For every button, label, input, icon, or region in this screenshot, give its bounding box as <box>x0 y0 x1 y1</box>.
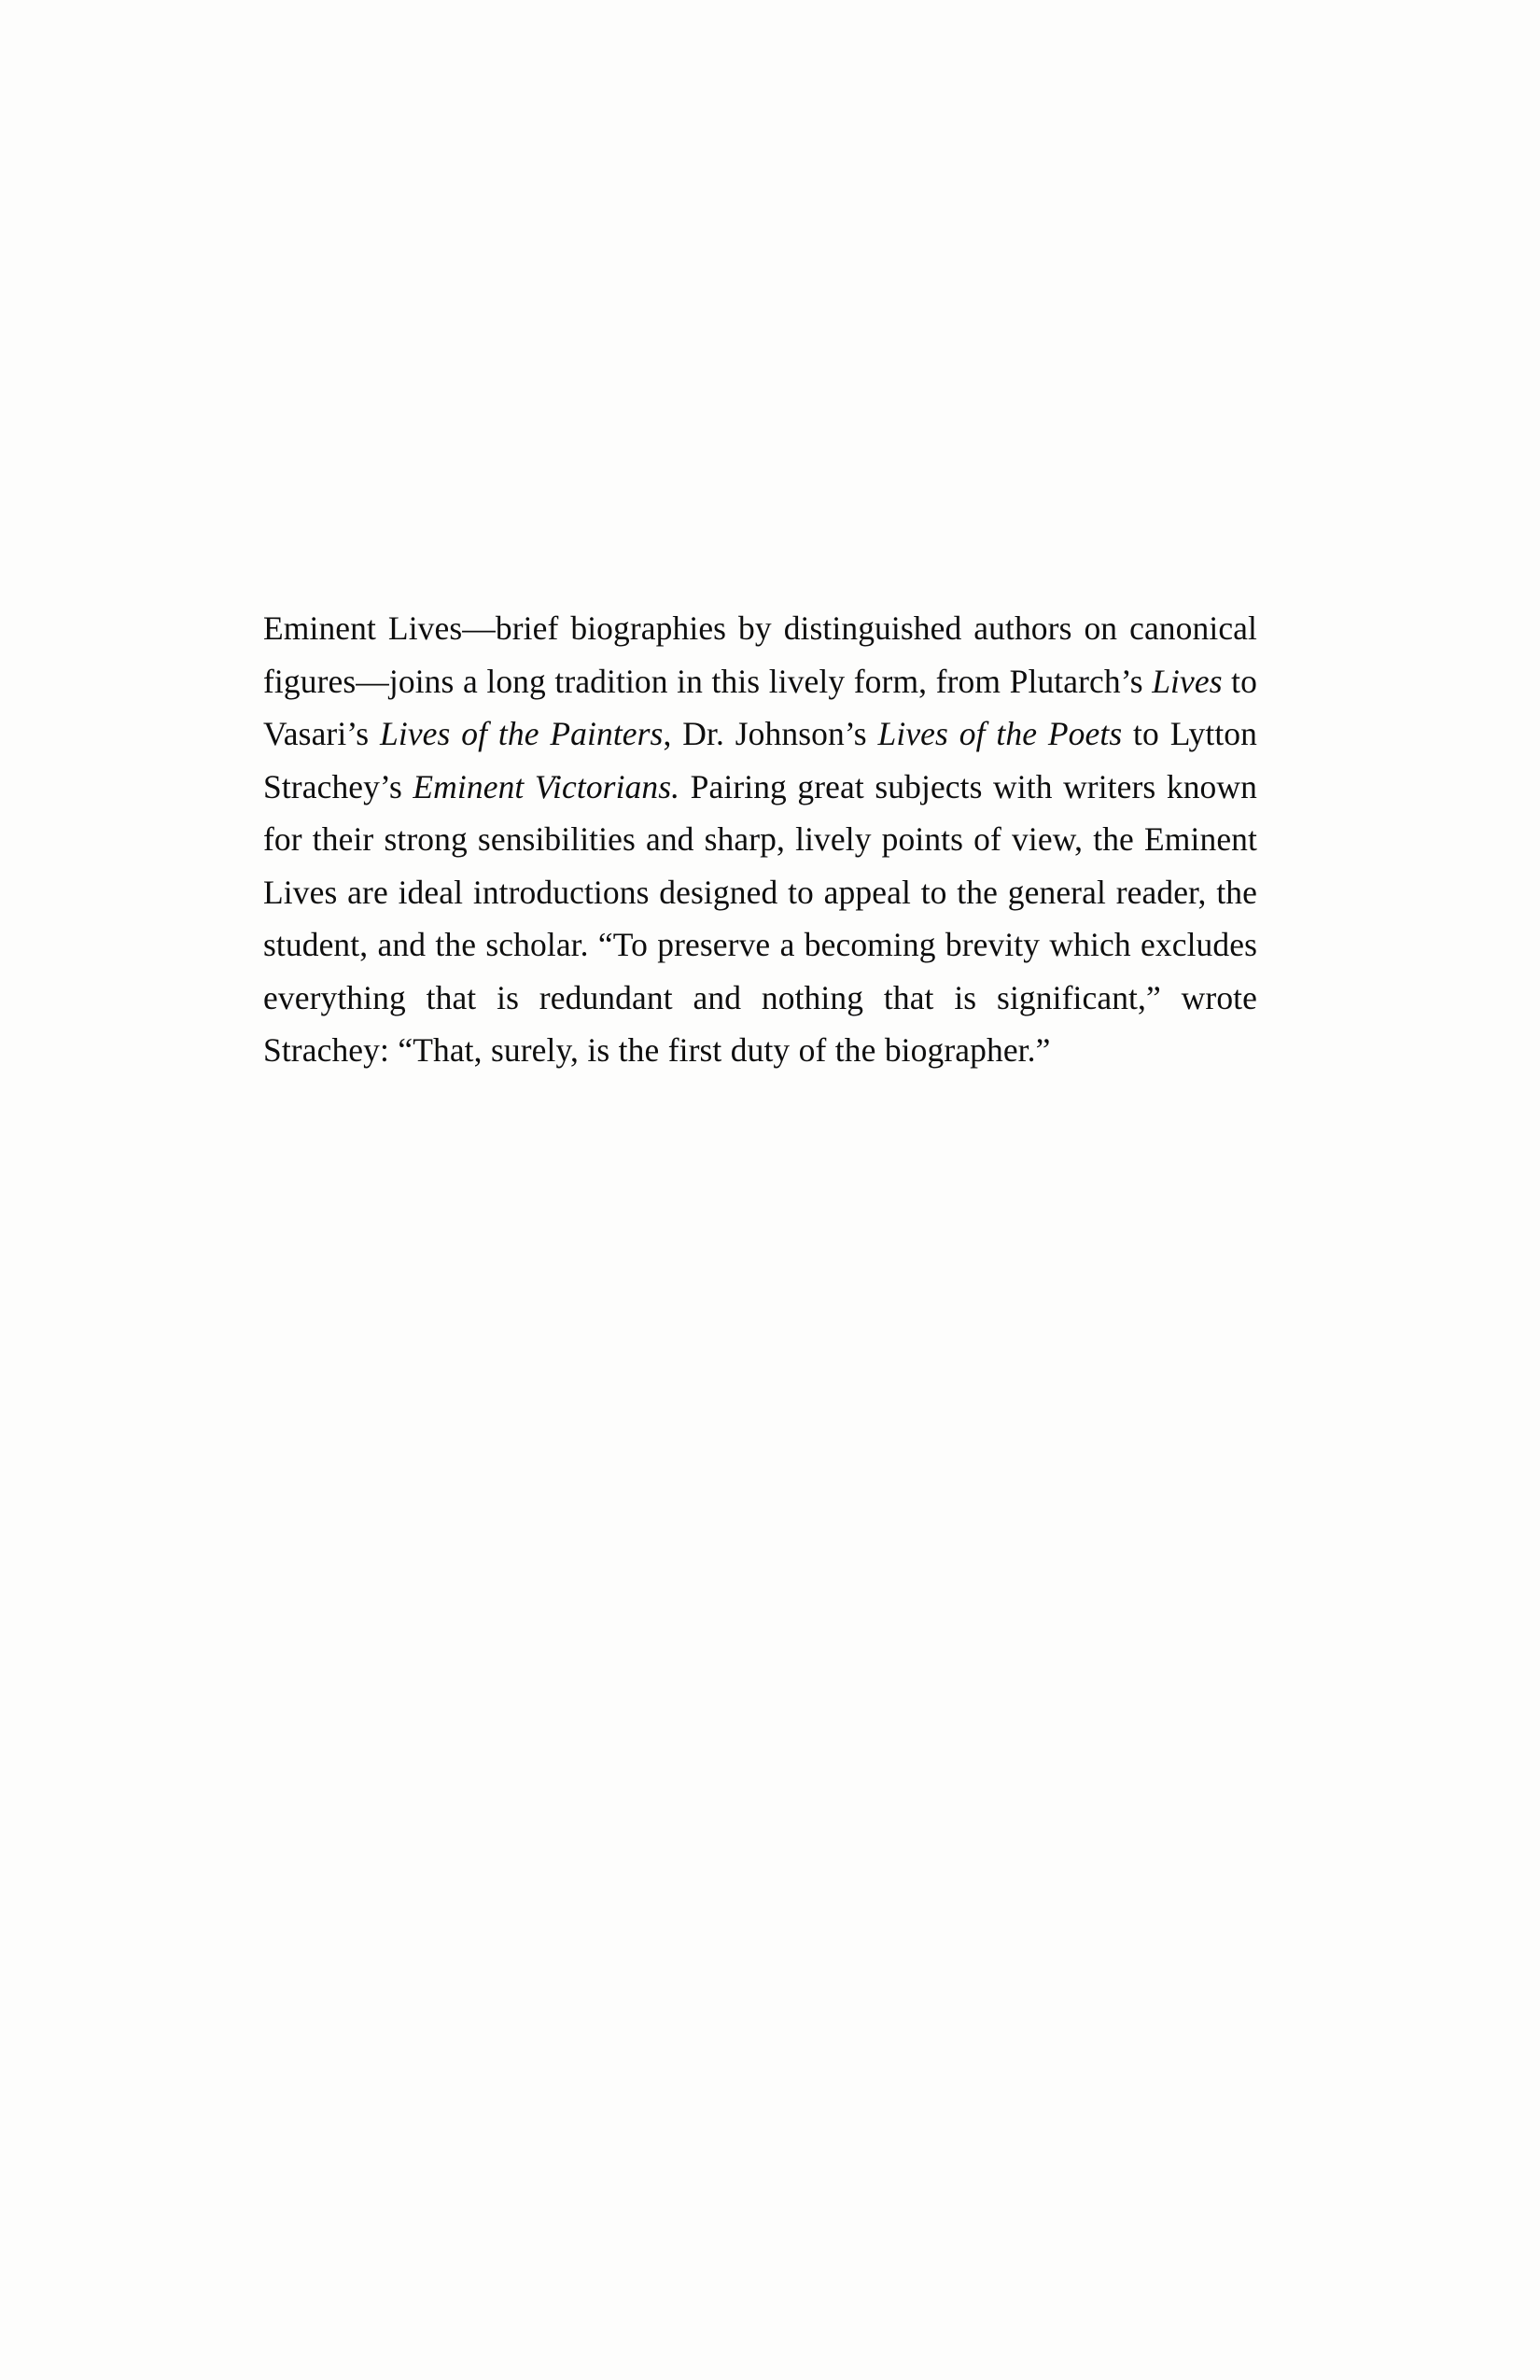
title-lives-of-the-painters: Lives of the Painters <box>380 715 664 752</box>
title-eminent-victorians: Eminent Victorians. <box>413 767 680 805</box>
title-lives-of-the-poets: Lives of the Poets <box>877 715 1123 752</box>
paragraph-run-5: Pairing great subjects with writers known for their strong sensibilities and sharp, lively points of view, the Eminent Lives are ideal introductions designed to appeal to the general reader, the student, and the scholar. “To preserve a becoming brevity which excludes everything that is redundant and nothing that is significant,” wrote Strachey: “That, surely, is the first duty of the biographer.” <box>263 767 1257 1069</box>
paragraph-run-3: , Dr. Johnson’s <box>663 715 878 752</box>
front-matter-text-block <box>263 602 1257 1077</box>
paragraph-run-4: to Lytton Strachey’s <box>263 715 1257 805</box>
paragraph-run-2: to Vasari’s <box>263 662 1257 752</box>
series-description-paragraph <box>263 602 1257 1077</box>
paragraph-run-1: Eminent Lives—brief biographies by distinguished authors on canonical figures—joins a long tradition in this lively form, from Plutarch’s <box>263 609 1257 700</box>
title-lives: Lives <box>1152 662 1223 700</box>
